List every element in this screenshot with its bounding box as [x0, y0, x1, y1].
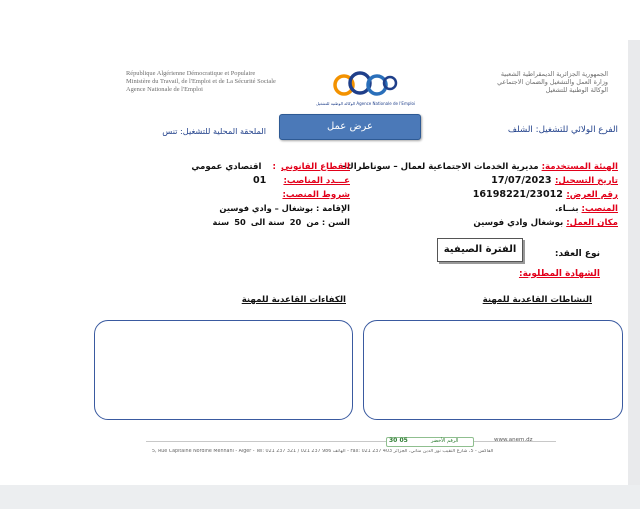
- field-value: 17/07/2023: [491, 175, 555, 186]
- job-offer-document: [86, 58, 628, 485]
- skills-panel: [94, 320, 353, 420]
- field-label: تاريخ التسجيل:: [554, 176, 618, 186]
- local-annex-label: الملحقة المحلية للتشغيل: تنس: [162, 126, 266, 136]
- age-prefix: السن : من: [306, 217, 350, 227]
- header-ar-line: الوكالة الوطنية للتشغيل: [545, 86, 608, 94]
- logo-caption: الوكالة الوطنية للتشغيل Agence Nationale de l'Emploi: [316, 101, 416, 106]
- header-fr-line: Ministère du Travail, de l'Emploi et de La Sécurité Sociale: [126, 78, 276, 85]
- field-label: المنصب:: [581, 204, 618, 214]
- contract-period-box: الفترة الصيفية: [437, 238, 523, 262]
- header-ar-line: وزارة العمل والتشغيل والضمان الاجتماعي: [497, 78, 608, 86]
- footer-address: 5, Rue Capitaine Nordine Mennani - Alger - Tel: 021 237 321 / 021 237 986 الهاتف - Fax: 021 237 403 الفاكس - 5، شارع النقيب نور الدين مناني، الجزائر: [152, 449, 494, 454]
- header-arabic: [408, 70, 608, 94]
- website-link[interactable]: www.anem.dz: [494, 437, 533, 443]
- activities-title: النشاطات القاعدية للمهنة: [482, 295, 592, 305]
- field-value: بنــاء.: [555, 204, 582, 214]
- field-label: شروط المنصب:: [282, 190, 350, 200]
- skills-title: الكفاءات القاعدية للمهنة: [241, 295, 346, 305]
- certificate-label: الشهادة المطلوبة:: [518, 269, 600, 279]
- branch-label: الفرع الولائي للتشغيل: الشلف: [507, 125, 618, 135]
- job-offer-title: عرض عمل: [279, 114, 421, 140]
- field-label: رقم العرض:: [566, 190, 618, 200]
- residence-text: الإقامة : بوشغال – وادي فوسين: [219, 203, 350, 213]
- age-suffix: سنة: [212, 217, 230, 227]
- field-value: 16198221/23012: [472, 189, 567, 200]
- page-shadow-right: [628, 40, 640, 509]
- field-value: مديرية الخدمات الاجتماعية لعمال – سوناطراك-: [342, 162, 542, 172]
- age-mid: سنة الى: [250, 217, 285, 227]
- field-label: الهيئة المستخدمة:: [541, 162, 618, 172]
- header-ar-line: الجمهورية الجزائرية الديمقراطية الشعبية: [500, 70, 608, 78]
- header-fr-line: République Algérienne Démocratique et Populaire: [126, 70, 256, 77]
- workplace-row: [473, 210, 618, 229]
- age-from: 20: [289, 217, 302, 227]
- field-value: 01: [252, 175, 267, 186]
- age-to: 50: [234, 217, 246, 227]
- contract-type-label: نوع العقد:: [554, 249, 600, 259]
- field-label: القطاع القانوني: [281, 162, 350, 172]
- field-value: اقتصادي عمومي: [191, 162, 262, 172]
- header-french: [126, 70, 326, 94]
- hotline-text: الرقم الأخضر: [431, 438, 459, 444]
- age-row: [213, 210, 350, 229]
- activities-panel: [363, 320, 623, 420]
- hotline-number: 30 05: [389, 437, 408, 444]
- page-shadow-bottom: [0, 485, 640, 509]
- header-fr-line: Agence Nationale de l'Emploi: [126, 86, 203, 93]
- field-value: بوشغال وادي فوسين: [473, 218, 567, 228]
- field-label: مكان العمل:: [566, 218, 618, 228]
- field-label: عـــدد المناصب:: [283, 176, 350, 186]
- field-separator: :: [272, 162, 276, 172]
